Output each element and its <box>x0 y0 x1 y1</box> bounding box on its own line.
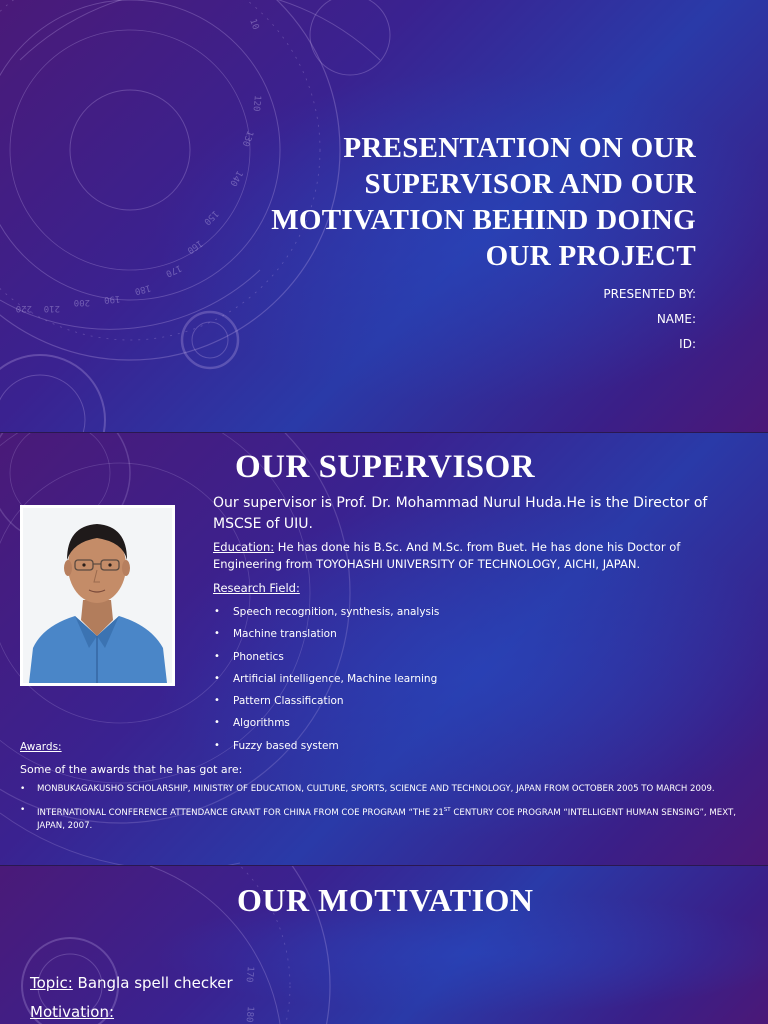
motivation-slide <box>0 866 768 1024</box>
dial-number: 180 <box>243 1005 255 1023</box>
list-item: • Machine translation <box>214 623 534 645</box>
list-item: • Phonetics <box>214 646 534 668</box>
awards-intro: Some of the awards that he has got are: <box>20 763 243 776</box>
slide-title: OUR SUPERVISOR <box>235 449 536 485</box>
dial-number: 130 <box>239 128 255 148</box>
award-text: INTERNATIONAL CONFERENCE ATTENDANCE GRANT FOR CHINA FROM COE PROGRAM “THE 21 <box>37 808 444 818</box>
supervisor-slide <box>0 433 768 865</box>
dial-number: 10 <box>247 17 261 32</box>
dial-number: 200 <box>73 297 90 307</box>
list-item: • MONBUKAGAKUSHO SCHOLARSHIP, MINISTRY OF EDUCATION, CULTURE, SPORTS, SCIENCE AND TECHNOLOGY, JAPAN FROM OCTOBER 2005 TO MARCH 2009. <box>20 783 750 796</box>
ordinal-suffix: ST <box>443 807 451 813</box>
slide-title: OUR MOTIVATION <box>237 882 534 918</box>
dial-number: 170 <box>243 965 255 983</box>
name-label: NAME: <box>656 312 696 326</box>
list-item: • Artificial intelligence, Machine learning <box>214 668 534 690</box>
motivation-label: Motivation: <box>30 1003 115 1021</box>
awards-list <box>20 783 750 841</box>
title-line: OUR PROJECT <box>485 240 696 272</box>
title-slide <box>0 0 768 432</box>
dial-number: 140 <box>227 168 245 188</box>
dial-number: 120 <box>250 94 262 112</box>
research-field-label: Research Field: <box>213 581 300 595</box>
dial-number: 220 <box>15 303 32 313</box>
list-item: • Speech recognition, synthesis, analysis <box>214 601 534 623</box>
presenter-info <box>396 282 696 357</box>
education-text: He has done his B.Sc. And M.Sc. from Buet. He has done his Doctor of Engineering from TOYOHASHI UNIVERSITY OF TECHNOLOGY, AICHI, JAPAN. <box>213 540 681 571</box>
topic-label: Topic: <box>30 974 73 992</box>
dial-number: 180 <box>133 282 152 296</box>
list-item: • Fuzzy based system <box>214 735 534 757</box>
supervisor-intro: Our supervisor is Prof. Dr. Mohammad Nurul Huda.He is the Director of MSCSE of UIU. <box>213 495 708 532</box>
list-item: • Algorithms <box>214 712 534 734</box>
portrait-image <box>23 508 172 683</box>
dial-number: 170 <box>163 262 183 279</box>
dial-number: 190 <box>103 293 121 305</box>
dial-number: 150 <box>201 207 220 227</box>
title-line: MOTIVATION BEHIND DOING <box>271 204 696 236</box>
list-item <box>20 804 750 833</box>
research-field-list <box>214 601 534 757</box>
dial-number: 160 <box>184 237 205 256</box>
education-paragraph <box>213 539 733 573</box>
dial-number: 210 <box>43 303 60 313</box>
title-line: PRESENTATION ON OUR <box>343 132 696 164</box>
presentation-title <box>236 130 696 274</box>
id-label: ID: <box>679 337 696 351</box>
supervisor-photo <box>20 505 175 686</box>
award-text: CENTURY COE PROGRAM “INTELLIGENT HUMAN SENSING”, MEXT, JAPAN, 2007. <box>37 808 736 831</box>
topic-line <box>30 972 233 994</box>
education-label: Education: <box>213 540 275 554</box>
title-line: SUPERVISOR AND OUR <box>364 168 696 200</box>
list-item: • Pattern Classification <box>214 690 534 712</box>
topic-value: Bangla spell checker <box>72 974 233 992</box>
awards-label: Awards: <box>20 741 62 753</box>
presented-by-label: PRESENTED BY: <box>603 287 696 301</box>
